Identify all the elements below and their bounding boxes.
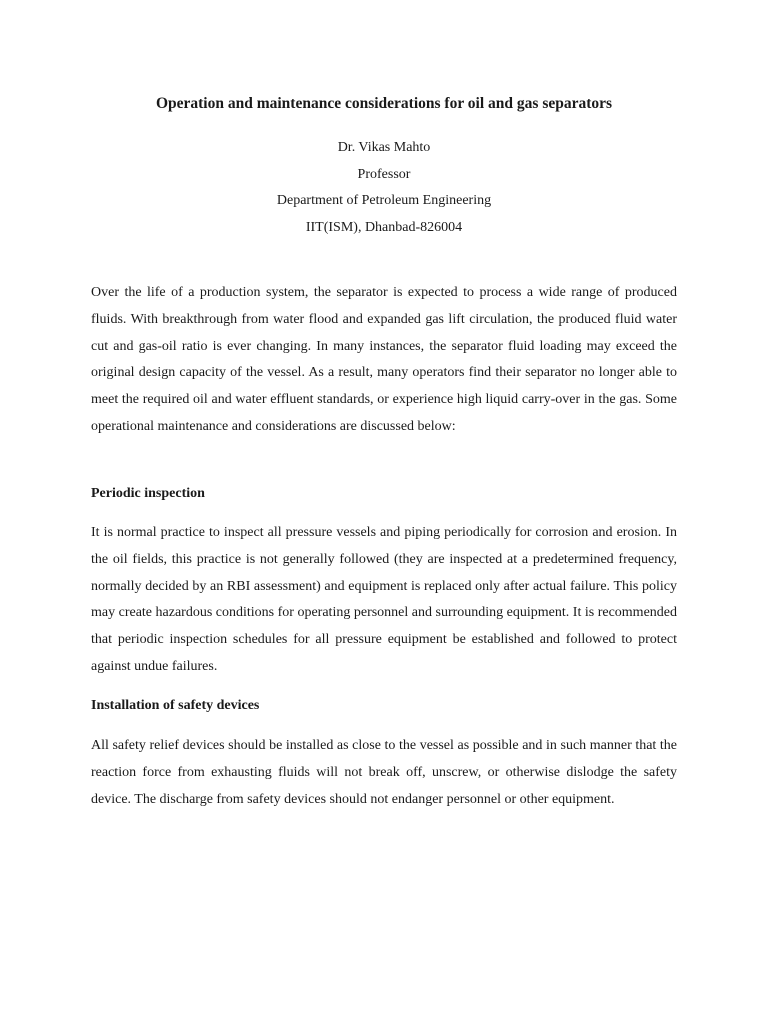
author-position: Professor [357,166,411,182]
section-heading-periodic-inspection: Periodic inspection [91,486,205,501]
section-body-safety-devices: All safety relief devices should be installed as close to the vessel as possible and in such manner that the reaction force from exhausting fluids will not break off, unscrew, or otherwise dislodge the safety device. The discharge from safety devices should not endanger personnel or other equipment. [91,738,677,807]
intro-paragraph: Over the life of a production system, the separator is expected to process a wide range of produced fluids. With breakthrough from water flood and expanded gas lift circulation, the produced fluid water cut and gas-oil ratio is ever changing. In many instances, the separator fluid loading may exceed the original design capacity of the vessel. As a result, many operators find their separator no longer able to meet the required oil and water effluent standards, or experience high liquid carry-over in the gas. Some operational maintenance and considerations are discussed below: [91,285,677,434]
author-block [0,135,768,242]
author-institution: IIT(ISM), Dhanbad-826004 [305,220,463,236]
section-heading-safety-devices: Installation of safety devices [91,698,260,713]
section-body-periodic-inspection: It is normal practice to inspect all pressure vessels and piping periodically for corrosion and erosion. In the oil fields, this practice is not generally followed (they are inspected at a predetermined frequency, normally decided by an RBI assessment) and equipment is replaced only after actual failure. This policy may create hazardous conditions for operating personnel and surrounding equipment. It is recommended that periodic inspection schedules for all pressure equipment be established and followed to protect against undue failures. [91,525,677,674]
author-department: Department of Petroleum Engineering [276,193,492,209]
author-name: Dr. Vikas Mahto [337,140,431,155]
document-title: Operation and maintenance considerations for oil and gas separators [155,95,613,112]
